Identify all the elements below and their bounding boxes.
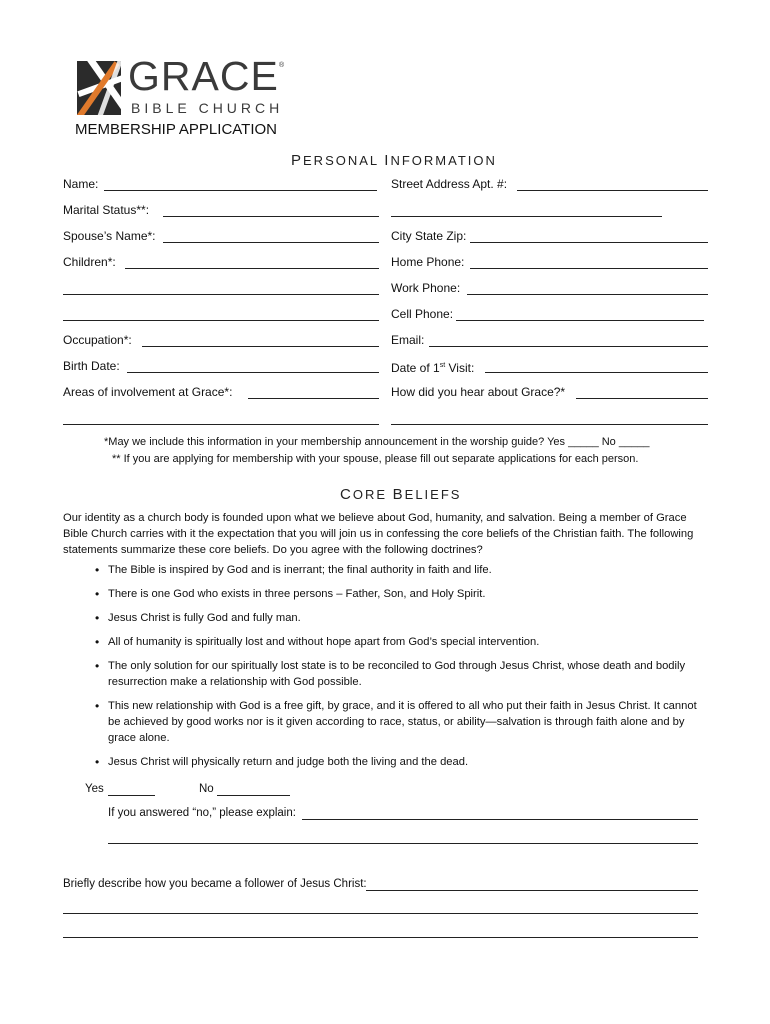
street-address-label: Street Address Apt. #: [391, 177, 508, 191]
children-field[interactable] [125, 268, 379, 269]
spouse-note: ** If you are applying for membership with your spouse, please fill out separate applications for each person. [112, 453, 639, 465]
beliefs-intro: Our identity as a church body is founded upon what we believe about God, humanity, and salvation. Being a member of Grace Bible Church carries with it the expectation that you will join us in confessing the core beliefs of the Christian faith. The following statements summarize these core beliefs. Do you agree with the following doctrines? [63, 512, 694, 556]
name-label: Name: [63, 177, 99, 191]
street-address-field-line-2[interactable] [391, 216, 662, 217]
children-label: Children*: [63, 255, 116, 269]
personal-info-heading: PERSONAL INFORMATION [291, 152, 497, 169]
first-visit-label: Date of 1st Visit: [391, 361, 475, 375]
belief-item: • The Bible is inspired by God and is inerrant; the final authority in faith and life. [95, 562, 710, 578]
heard-about-label: How did you hear about Grace?* [391, 385, 566, 399]
logo-wordmark: GRACE [128, 53, 279, 99]
occupation-label: Occupation*: [63, 333, 132, 347]
belief-item: • Jesus Christ will physically return and judge both the living and the dead. [95, 754, 710, 770]
email-field[interactable] [429, 346, 708, 347]
birth-date-label: Birth Date: [63, 359, 120, 373]
heard-about-field[interactable] [576, 398, 708, 399]
areas-involvement-label: Areas of involvement at Grace*: [63, 385, 233, 399]
describe-field[interactable] [366, 890, 698, 891]
spouse-name-label: Spouse’s Name*: [63, 229, 156, 243]
explain-field-line-2[interactable] [108, 843, 698, 844]
name-field[interactable] [104, 190, 377, 191]
heard-about-field-line-2[interactable] [391, 424, 708, 425]
belief-item: • All of humanity is spiritually lost and without hope apart from God’s special intervention. [95, 634, 710, 650]
children-field-line-3[interactable] [63, 320, 379, 321]
work-phone-label: Work Phone: [391, 281, 461, 295]
belief-item: • This new relationship with God is a free gift, by grace, and it is offered to all who put their faith in Jesus Christ. It cannot be achieved by good works nor is it given according to race, status, or ability—salvation is through faith alone and by grace alone. [95, 698, 710, 746]
describe-label: Briefly describe how you became a follower of Jesus Christ: [63, 878, 367, 890]
explain-field[interactable] [302, 819, 698, 820]
registered-mark: ® [279, 62, 285, 69]
yes-field[interactable] [108, 795, 155, 796]
no-label: No [199, 783, 214, 795]
core-beliefs-heading: CORE BELIEFS [340, 486, 462, 503]
areas-involvement-field[interactable] [248, 398, 379, 399]
describe-field-line-3[interactable] [63, 937, 698, 938]
city-state-zip-label: City State Zip: [391, 229, 467, 243]
birth-date-field[interactable] [127, 372, 379, 373]
announcement-note: *May we include this information in your membership announcement in the worship guide? Yes _____ No _____ [104, 436, 650, 448]
cell-phone-label: Cell Phone: [391, 307, 454, 321]
beliefs-list [95, 562, 710, 778]
children-field-line-2[interactable] [63, 294, 379, 295]
explain-label: If you answered “no,” please explain: [108, 807, 296, 819]
cell-phone-field[interactable] [456, 320, 704, 321]
no-field[interactable] [217, 795, 290, 796]
belief-item: • Jesus Christ is fully God and fully man. [95, 610, 710, 626]
spouse-name-field[interactable] [163, 242, 379, 243]
home-phone-field[interactable] [470, 268, 708, 269]
marital-status-label: Marital Status**: [63, 203, 150, 217]
belief-item: • The only solution for our spiritually lost state is to be reconciled to God through Jesus Christ, whose death and bodily resurrection make a relationship with God possible. [95, 658, 710, 690]
city-state-zip-field[interactable] [470, 242, 708, 243]
logo-subtitle: BIBLE CHURCH [131, 100, 284, 116]
marital-status-field[interactable] [163, 216, 379, 217]
first-visit-field[interactable] [485, 372, 708, 373]
yes-label: Yes [85, 783, 104, 795]
belief-item: • There is one God who exists in three persons – Father, Son, and Holy Spirit. [95, 586, 710, 602]
street-address-field[interactable] [517, 190, 708, 191]
church-logo-mark [77, 61, 121, 115]
home-phone-label: Home Phone: [391, 255, 465, 269]
work-phone-field[interactable] [467, 294, 708, 295]
page-title: MEMBERSHIP APPLICATION [75, 121, 277, 138]
occupation-field[interactable] [142, 346, 379, 347]
describe-field-line-2[interactable] [63, 913, 698, 914]
email-label: Email: [391, 333, 425, 347]
areas-involvement-field-line-2[interactable] [63, 424, 379, 425]
